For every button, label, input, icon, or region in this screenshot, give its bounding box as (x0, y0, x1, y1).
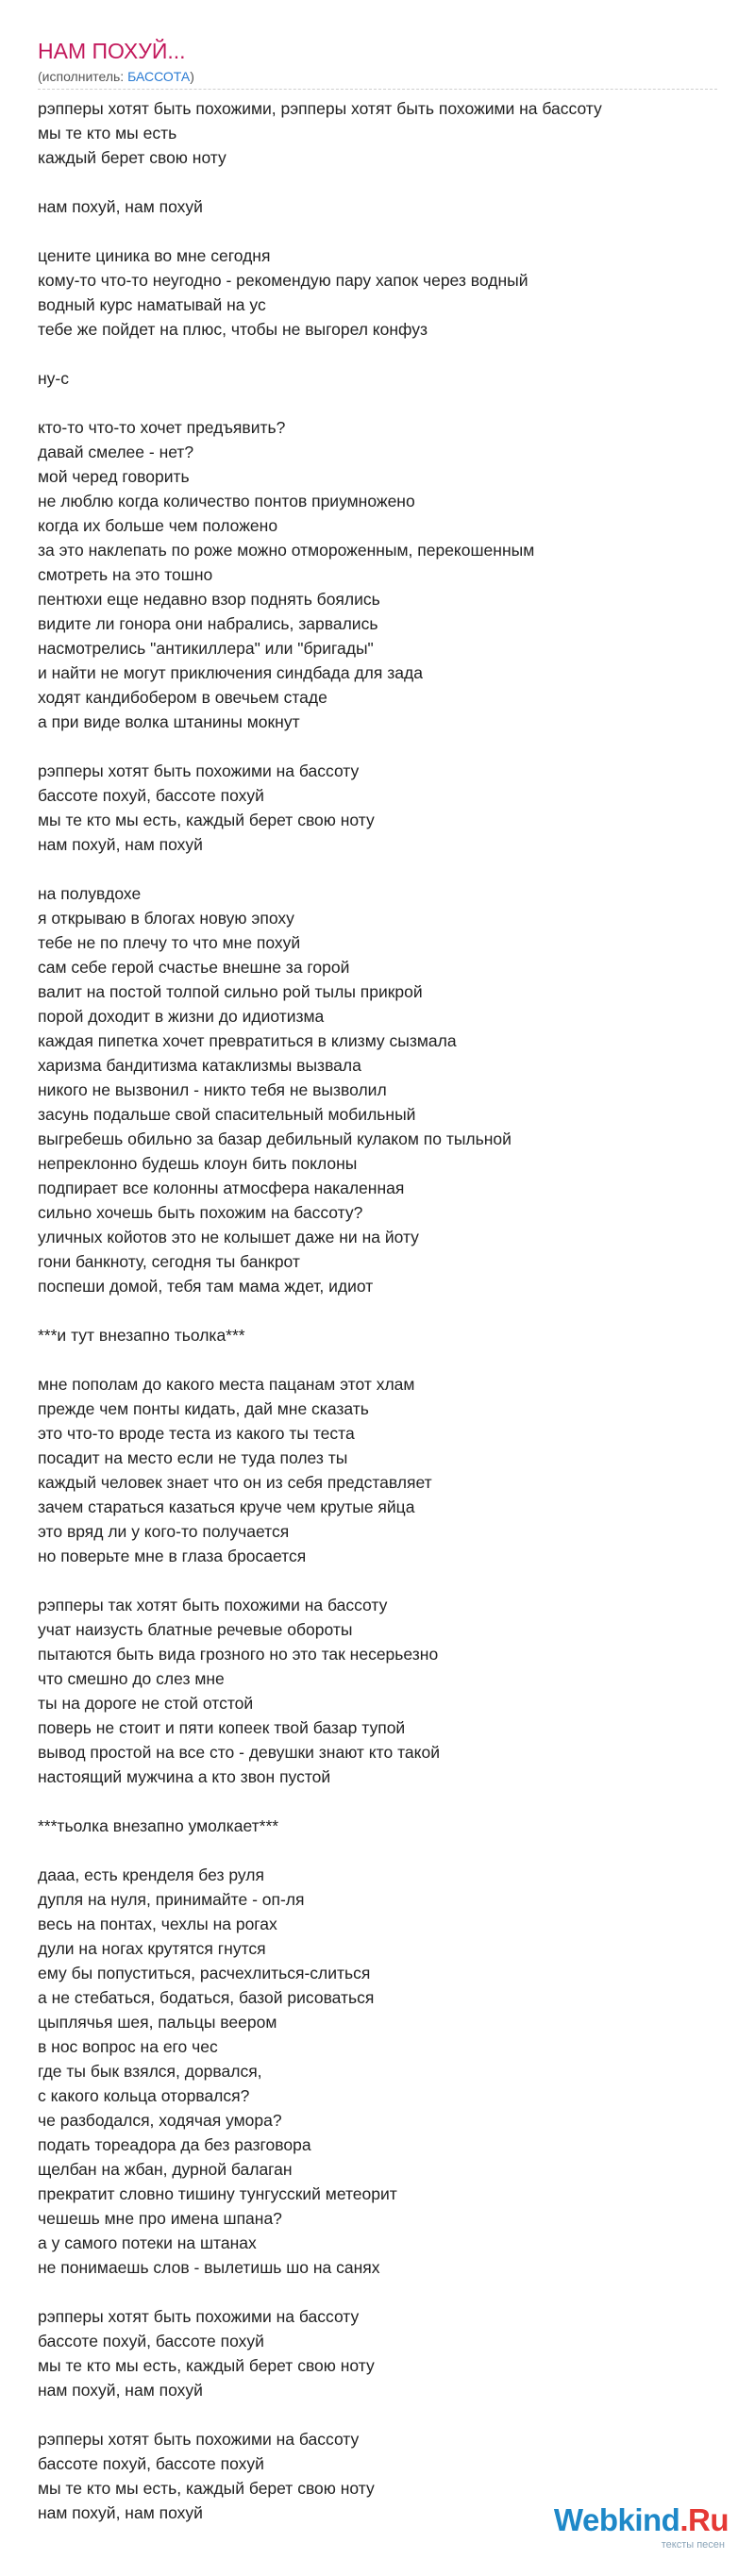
performer-prefix: (исполнитель: (38, 69, 128, 84)
site-logo[interactable] (540, 2502, 729, 2555)
logo-name: Webkind (553, 2502, 680, 2537)
lyrics-text: рэпперы хотят быть похожими, рэпперы хотят быть похожими на бассоту мы те кто мы есть каждый берет свою ноту нам похуй, нам похуй цените циника во мне сегодня кому-то что-то неугодно - рекомендую пару хапок через водный водный курс наматывай на ус тебе же пойдет на плюс, чтобы не выгорел конфуз ну-с кто-то что-то хочет предъявить? давай смелее - нет? мой черед говорить не люблю когда количество понтов приумножено когда их больше чем положено за это наклепать по роже можно отмороженным, перекошенным смотреть на это тошно пентюхи еще недавно взор поднять боялись видите ли гонора они набрались, зарвались насмотрелись "антикиллера" или "бригады" и найти не могут приключения синдбада для зада ходят кандибобером в овечьем стаде а при виде волка штанины мокнут рэпперы хотят быть похожими на бассоту бассоте похуй, бассоте похуй мы те кто мы есть, каждый берет свою ноту нам похуй, нам похуй на полувдохе я открываю в блогах новую эпоху тебе не по плечу то что мне похуй сам себе герой счастье внешне за горой валит на постой толпой сильно рой тылы прикрой порой доходит в жизни до идиотизма каждая пипетка хочет превратиться в клизму сызмала харизма бандитизма катаклизмы вызвала никого не вызвонил - никто тебя не вызволил засунь подальше свой спасительный мобильный выгребешь обильно за базар дебильный кулаком по тыльной непреклонно будешь клоун бить поклоны подпирает все колонны атмосфера накаленная сильно хочешь быть похожим на бассоту? уличных койотов это не колышет даже ни на йоту гони банкноту, сегодня ты банкрот поспеши домой, тебя там мама ждет, идиот ***и тут внезапно тьолка*** мне пополам до какого места пацанам этот хлам прежде чем понты кидать, дай мне сказать это что-то вроде теста из какого ты теста посадит на место если не туда полез ты каждый человек знает что он из себя представляет зачем стараться казаться круче чем крутые яйца это вряд ли у кого-то получается но поверьте мне в глаза бросается рэпперы так хотят быть похожими на бассоту учат наизусть блатные речевые обороты пытаются быть вида грозного но это так несерьезно что смешно до слез мне ты на дороге не стой отстой поверь не стоит и пяти копеек твой базар тупой вывод простой на все сто - девушки знают кто такой настоящий мужчина а кто звон пустой ***тьолка внезапно умолкает*** дааа, есть кренделя без руля дупля на нуля, принимайте - оп-ля весь на понтах, чехлы на рогах дули на ногах крутятся гнутся ему бы попуститься, расчехлиться-слиться а не стебаться, бодаться, базой рисоваться цыплячья шея, пальцы веером в нос вопрос на его чес где ты бык взялся, дорвался, с какого кольца оторвался? че разбодался, ходячая умора? подать тореадора да без разговора щелбан на жбан, дурной балаган прекратит словно тишину тунгусский метеорит чешешь мне про имена шпана? а у самого потеки на штанах не понимаешь слов - вылетишь шо на санях рэпперы хотят быть похожими на бассоту бассоте похуй, бассоте похуй мы те кто мы есть, каждый берет свою ноту нам похуй, нам похуй рэпперы хотят быть похожими на бассоту бассоте похуй, бассоте похуй мы те кто мы есть, каждый берет свою ноту нам похуй, нам похуй (38, 99, 602, 2522)
logo-tld: .Ru (680, 2502, 729, 2537)
page-header (38, 38, 717, 85)
song-title: НАМ ПОХУЙ... (38, 39, 186, 63)
logo-wordmark (540, 2502, 729, 2538)
performer-suffix: ) (190, 69, 194, 84)
performer-link[interactable]: БАССОТА (127, 69, 191, 84)
performer-line (38, 68, 717, 85)
header-divider (38, 89, 717, 90)
logo-tagline: тексты песен (661, 2539, 725, 2551)
